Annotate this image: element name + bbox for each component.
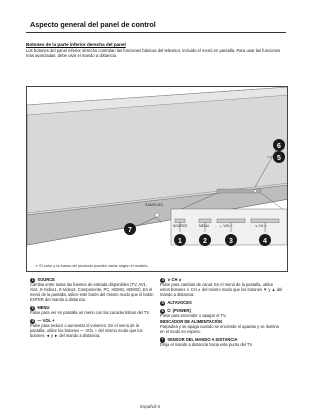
svg-text:4: 4 xyxy=(263,238,267,245)
desc-volume: 3 — VOL + Pulse para reducir o aumentar el volumen. En el menú de la pantalla, utilice los botones — VOL + del mismo modo que los botones ◄ y ► del mando a distancia. xyxy=(30,317,143,338)
subheading: Botones de la parte inferior derecha del panel xyxy=(26,42,126,47)
svg-text:2: 2 xyxy=(203,238,207,245)
power-indicator-dot xyxy=(254,190,257,193)
desc-channel: 4 ∨ CH ∧ Pulse para cambiar de canal. En el menú de la pantalla, utilice estos botones ∨ CH ∧ del mismo modo que los botones ▼ y ▲ del mando a distancia. xyxy=(160,277,283,298)
svg-text:3: 3 xyxy=(229,238,233,245)
source-label: SOURCE xyxy=(173,224,188,228)
menu-label: MENU xyxy=(199,224,209,228)
descriptions-left xyxy=(30,278,154,341)
ch-label: ∨ CH ∧ xyxy=(255,224,267,228)
svg-text:5: 5 xyxy=(277,155,281,162)
svg-text:1: 1 xyxy=(178,238,182,245)
brand-logo: SAMSUNG xyxy=(145,203,164,207)
remote-sensor xyxy=(155,213,159,217)
section-title-bar xyxy=(26,20,286,33)
svg-text:6: 6 xyxy=(277,143,281,150)
model-variation-note: ➢ El color y la forma del producto pueden variar según el modelo. xyxy=(35,263,149,268)
desc-power: 6 ⏻ (POWER) Pulse para encender o apagar el TV. INDICADOR DE ALIMENTACIÓN Parpadea y se apaga cuando se enciende el aparato y se ilumina en el modo en espera. xyxy=(160,307,279,334)
callout-4 xyxy=(259,234,271,246)
page-number: Español-3 xyxy=(140,404,160,409)
tv-illustration xyxy=(27,87,288,272)
desc-speakers: 5 ALTAVOCES xyxy=(161,299,192,305)
svg-text:7: 7 xyxy=(128,227,132,234)
tv-panel-diagram xyxy=(26,86,288,272)
desc-remote-sensor: 7 SENSOR DEL MANDO A DISTANCIA Dirija el mando a distancia hacia este punto del TV. xyxy=(160,336,253,347)
power-icon: ⏻ xyxy=(167,307,171,313)
section-title: Aspecto general del panel de control xyxy=(30,20,156,29)
descriptions-right xyxy=(160,278,284,350)
callout-2 xyxy=(199,234,211,246)
intro-paragraph: Los botones del panel inferior derecho controlan las funciones básicas del televisor, incluido el menú en pantalla. Para usar las funciones más avanzadas, debe usar el mando a distancia. xyxy=(26,48,281,59)
desc-source: 1 SOURCE Cambia entre todas las fuentes de entrada disponibles (TV, AV1, AV2, S-Video1, S-Video2, Componente, PC, HDMI1, HDMI2). En el menú de la pantalla, utilice este botón del mismo modo que el botón ENTER del mando a distancia. xyxy=(30,277,154,303)
desc-menu: 2 MENU Pulse para ver en pantalla un menú con las características del TV. xyxy=(30,304,150,315)
vol-label: — VOL + xyxy=(219,224,233,228)
callout-3 xyxy=(225,234,237,246)
callout-1 xyxy=(174,234,186,246)
